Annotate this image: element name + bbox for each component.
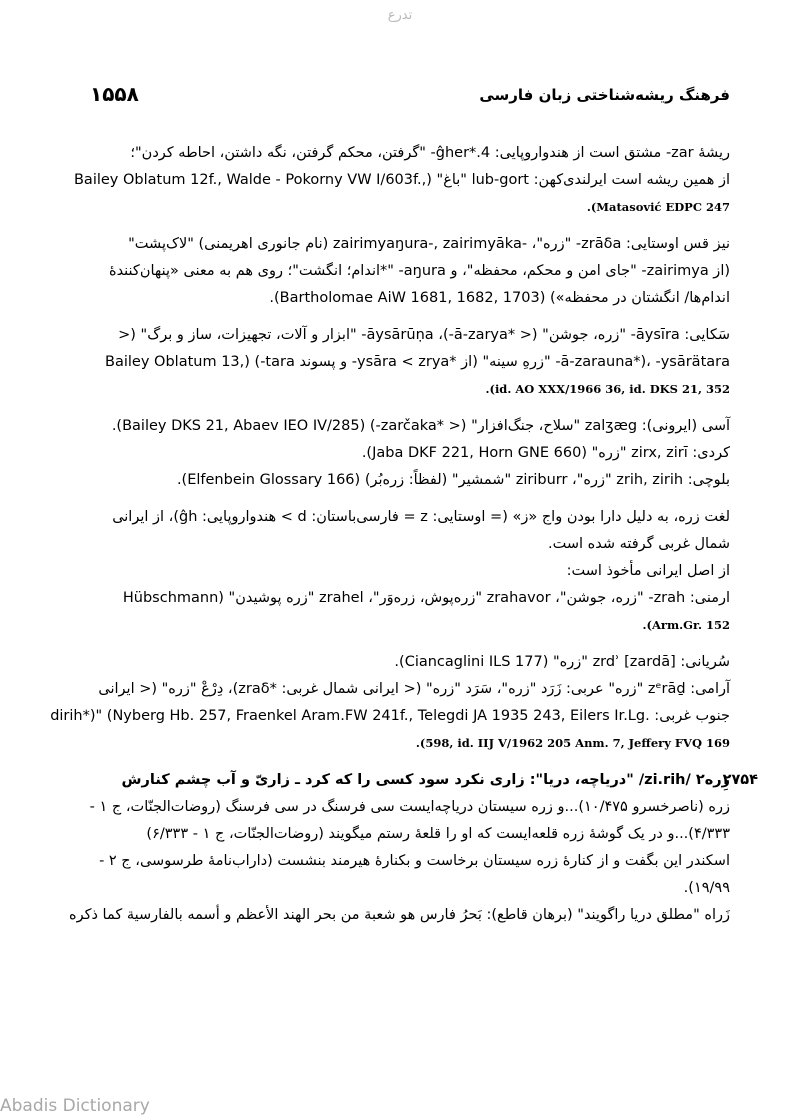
text-line: زره (ناصرخسرو ۱۰/۴۷۵)...و زره سیستان دریاچه‌ایست سی فرسنگ در سی فرسنگ (روضات‌الجنّات، ج ۱ - xyxy=(89,799,730,815)
text-line: ‎-ā-zarauna*‎)، ‎-ysārätara‎ "زرهِ سینه" (از ‎-ysāra < zrya*‎ و پسوند ‎-tara‎) (‎Bailey Oblatum 13,‎ xyxy=(105,354,730,370)
page-number: ۱۵۵۸ xyxy=(90,82,139,106)
text-line: بلوچی: ‎zrih, zirih‎ "زره"، ‎ziriburr‎ "شمشیر" (لفظاً: زره‌بُر) (‎Elfenbein Glossary 166‎). xyxy=(176,472,730,488)
text-line: سُریانی: ‎zrdʾ [zardā]‎ "زره" (‎Ciancaglini ILS 177‎). xyxy=(394,654,730,670)
text-line: اسکندر این بگفت و از کنارهٔ زره سیستان برخاست و بکنارهٔ هیرمند بنشست (داراب‌نامهٔ طرسوسی، ج ۲ - xyxy=(99,853,730,869)
top-watermark: تدرع xyxy=(387,8,413,23)
text-line: از همین ریشه است ایرلندی‌کهن: ‎lub-gort‎ "باغ" (‎Bailey Oblatum 12f., Walde - Pokorny VW I/603f.,‎ xyxy=(73,172,730,188)
text-line: اندام‌ها/ انگشتان در محفظه») (‎Bartholomae AiW 1681, 1682, 1703‎). xyxy=(269,290,730,306)
text-line: جنوب غربی: ‎dirih*‎)" (‎Nyberg Hb. 257, Fraenkel Aram.FW 241f., Telegdi JA 1935 243, Eilers Ir.Lg.‎ xyxy=(50,708,730,724)
text-line: ۴/۳۳۳)...و در یک گوشهٔ زره قلعه‌ایست که او را قلعهٔ رستم میگویند (روضات‌الجنّات، ج ۱ - ۶/۳۳۳) xyxy=(146,826,730,842)
text-line: ارمنی: ‎-zrah‎ "زره، جوشن"، ‎zrahavor‎ "زره‌پوش، زره‌وَر"، ‎zrahel‎ "زره پوشیدن" (‎Hübschmann‎ xyxy=(122,590,730,606)
reference-line: ‎Matasović EDPC 247‎). xyxy=(586,200,730,214)
running-title: فرهنگ ریشه‌شناختی زبان فارسی xyxy=(479,86,730,104)
text-line: شمال غربی گرفته شده است. xyxy=(548,536,730,552)
page-header xyxy=(90,82,730,112)
entry-number: ۲۷۵۴ xyxy=(722,772,758,788)
text-line: سَکایی: ‎-āysīra‎ "زره، جوشن" (< ‎-ā-zarya*‎)، ‎-āysārūṇa‎ "ابزار و آلات، تجهیزات، ساز و برگ" (< xyxy=(118,327,730,343)
text-line: ریشهٔ ‎-zar‎ مشتق است از هندواروپایی: ‎-ĝher*.4‎ "گرفتن، محکم گرفتن، نگه داشتن، احاطه کردن"؛ xyxy=(130,145,730,161)
source-watermark: Abadis Dictionary xyxy=(0,1096,150,1116)
text-line: از اصل ایرانی مأخوذ است: xyxy=(566,563,730,579)
reference-line: ‎Arm.Gr. 152‎). xyxy=(642,618,730,632)
text-line: (از ‎-zairimya‎ "جای امن و محکم، محفظه"، و ‎-aŋura‎ "*اندام؛ انگشت"؛ روی هم به معنی «پنهان‌کنندهٔ xyxy=(108,263,730,279)
text-line: کردی: ‎zirx, zirī‎ "زره" (‎Jaba DKF 221, Horn GNE 660‎). xyxy=(361,445,730,461)
text-line: زَراه "مطلق دریا راگویند" (برهان قاطع): بَحرُ فارس هو شعبة من بحر الهند الأعظم و أسمه بالفارسية كما ذكره xyxy=(68,907,730,923)
entry-headword-line: زِره۲ ‎/zi.rih/‎ "دریاچه، دریا": زاری نکرد سود کسی را که کرد ـ زاریّ و آب چشم کنارش xyxy=(121,772,730,788)
text-line: آسی (ایرونی): ‎zalʒæg‎ "سلاح، جنگ‌افزار" (< ‎-zarčaka*‎) (‎Bailey DKS 21, Abaev IEO IV/285‎). xyxy=(111,418,730,434)
reference-line: ‎id. AO XXX/1966 36, id. DKS 21, 352‎). xyxy=(485,382,730,396)
text-line: ۱۹/۹۹). xyxy=(683,880,730,896)
text-line: لغت زره، به دلیل دارا بودن واج «ز» (= اوستایی: ‎z‎ = فارسی‌باستان: ‎d‎ > هندواروپایی: ‎ĝh‎)، از ایرانی xyxy=(112,509,730,525)
dictionary-entry xyxy=(92,767,758,794)
text-line: نیز قس اوستایی: ‎-zrāδa‎ "زره"، ‎zairimyaŋura-, zairimyāka-‎ (نام جانوری اهریمنی) "لاک‌پشت" xyxy=(128,236,730,252)
text-line: آرامی: ‎zᵉrāḏ‎ "زره" عربی: زَرَد "زره"، سَرَد "زره" (< ایرانی شمال غربی: ‎zraδ*‎)، دِرْعْ "زره" (< ایرانی xyxy=(98,681,730,697)
reference-line: ‎598, id. IIJ V/1962 205 Anm. 7, Jeffery FVQ 169‎). xyxy=(415,736,730,750)
main-text xyxy=(50,140,758,929)
